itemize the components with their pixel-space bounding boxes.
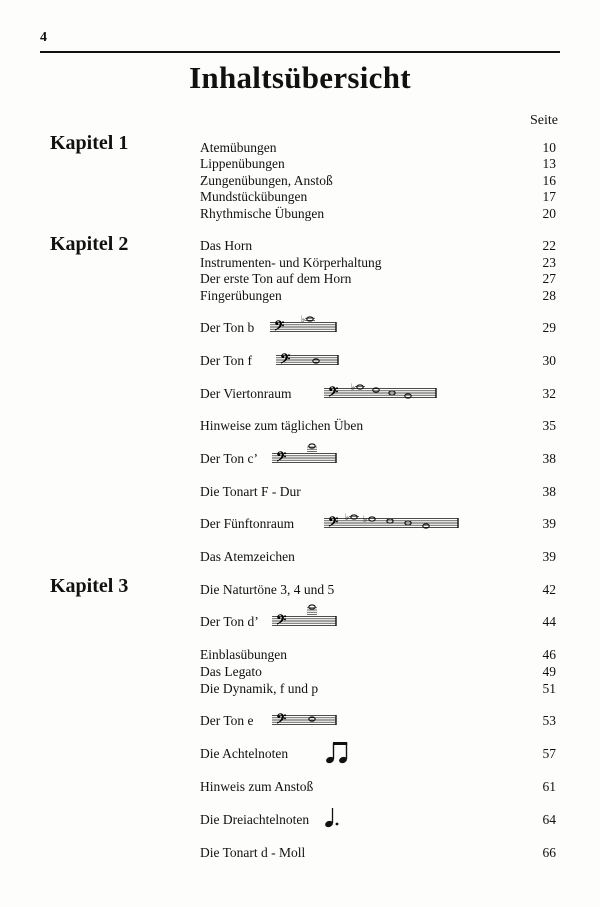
toc-entry-title: Der Ton d’ — [200, 614, 259, 629]
toc-entry-page: 64 — [542, 812, 556, 827]
mini-staff-notation — [272, 438, 340, 472]
toc-entry-title: Rhythmische Übungen — [200, 206, 325, 221]
toc-entry-page: 51 — [542, 681, 556, 696]
toc-entry-title: Die Naturtöne 3, 4 und 5 — [200, 582, 335, 597]
toc-entry-title: Der Ton c’ — [200, 451, 259, 466]
mini-staff-notation — [324, 373, 440, 407]
toc-entry-page: 30 — [542, 353, 556, 368]
toc-entry-title: Die Dreiachtelnoten — [200, 812, 310, 827]
page-title: Inhaltsübersicht — [189, 60, 411, 95]
bass-clef-icon: 𝄢 — [276, 711, 287, 730]
header-rule — [40, 51, 560, 53]
toc-entry-page: 20 — [542, 206, 556, 221]
flat-sign-icon: ♭ — [351, 383, 356, 393]
toc-entry-title: Der Ton f — [200, 353, 253, 368]
toc-entry-title: Der Ton b — [200, 320, 255, 335]
toc-entry-page: 13 — [542, 156, 556, 171]
toc-entry-page: 17 — [542, 189, 556, 204]
bass-clef-icon: 𝄢 — [328, 514, 339, 533]
toc-entry-title: Der Fünftonraum — [200, 516, 295, 531]
toc-entry-page: 38 — [542, 484, 556, 499]
toc-entry-title: Die Tonart d - Moll — [200, 845, 306, 860]
toc-entry-title: Atemübungen — [200, 140, 277, 155]
whole-note-icon — [309, 444, 315, 448]
toc-entry-page: 32 — [542, 386, 556, 401]
toc-entry-title: Zungenübungen, Anstoß — [200, 173, 333, 188]
toc-entry-title: Der Viertonraum — [200, 386, 292, 401]
toc-entry-page: 22 — [542, 238, 556, 253]
toc-entry-title: Die Dynamik, f und p — [200, 681, 319, 696]
toc-entry-page: 42 — [542, 582, 556, 597]
toc-entry-page: 57 — [542, 746, 556, 761]
toc-entry-title: Der erste Ton auf dem Horn — [200, 271, 352, 286]
toc-entry-title: Der Ton e — [200, 713, 254, 728]
toc-entry-page: 16 — [542, 173, 556, 188]
bass-clef-icon: 𝄢 — [280, 351, 291, 370]
mini-staff-notation — [276, 340, 342, 374]
beamed-eighth-notes-icon — [324, 740, 352, 766]
toc-entry-title: Das Horn — [200, 238, 253, 253]
toc-entry-page: 28 — [542, 288, 556, 303]
toc-entry-page: 49 — [542, 664, 556, 679]
dotted-quarter-note-icon — [323, 806, 343, 830]
toc-entry-title: Hinweis zum Anstoß — [200, 779, 314, 794]
toc-entry-title: Einblasübungen — [200, 647, 287, 662]
toc-entry-title: Die Achtelnoten — [200, 746, 289, 761]
toc-entry-page: 66 — [542, 845, 556, 860]
chapter-1-heading: Kapitel 1 — [50, 132, 129, 154]
toc-entry-page: 39 — [542, 549, 556, 564]
toc-entry-page: 39 — [542, 516, 556, 531]
toc-entry-page: 38 — [542, 451, 556, 466]
flat-sign-icon: ♭ — [363, 515, 368, 525]
chapter-2-heading: Kapitel 2 — [50, 233, 129, 255]
toc-entry-title: Das Atemzeichen — [200, 549, 295, 564]
toc-entry-page: 46 — [542, 647, 556, 662]
toc-entry-title: Instrumenten- und Körperhaltung — [200, 255, 382, 270]
whole-note-icon — [309, 605, 315, 609]
bass-clef-icon: 𝄢 — [328, 384, 339, 403]
toc-entry-title: Lippenübungen — [200, 156, 285, 171]
mini-staff-notation — [272, 700, 340, 734]
toc-entry-page: 44 — [542, 614, 556, 629]
flat-sign-icon: ♭ — [345, 513, 350, 523]
toc-entry-page: 53 — [542, 713, 556, 728]
mini-staff-notation — [270, 307, 340, 341]
toc-entry-page: 61 — [542, 779, 556, 794]
toc-entry-title: Das Legato — [200, 664, 262, 679]
toc-entry-page: 23 — [542, 255, 556, 270]
bass-clef-icon: 𝄢 — [276, 612, 287, 631]
bass-clef-icon: 𝄢 — [274, 318, 285, 337]
page-column-header: Seite — [530, 113, 558, 128]
page-number: 4 — [40, 30, 47, 45]
toc-entry-title: Fingerübungen — [200, 288, 282, 303]
mini-staff-notation — [324, 503, 462, 537]
bass-clef-icon: 𝄢 — [276, 449, 287, 468]
toc-entry-title: Hinweise zum täglichen Üben — [200, 418, 364, 433]
toc-entry-title: Die Tonart F - Dur — [200, 484, 301, 499]
chapter-3-heading: Kapitel 3 — [50, 575, 129, 597]
mini-staff-notation — [272, 601, 340, 635]
toc-entry-page: 27 — [542, 271, 556, 286]
toc-entry-page: 29 — [542, 320, 556, 335]
toc-entry-page: 35 — [542, 418, 556, 433]
flat-sign-icon: ♭ — [301, 315, 306, 325]
toc-entry-page: 10 — [542, 140, 556, 155]
toc-entry-title: Mundstückübungen — [200, 189, 308, 204]
